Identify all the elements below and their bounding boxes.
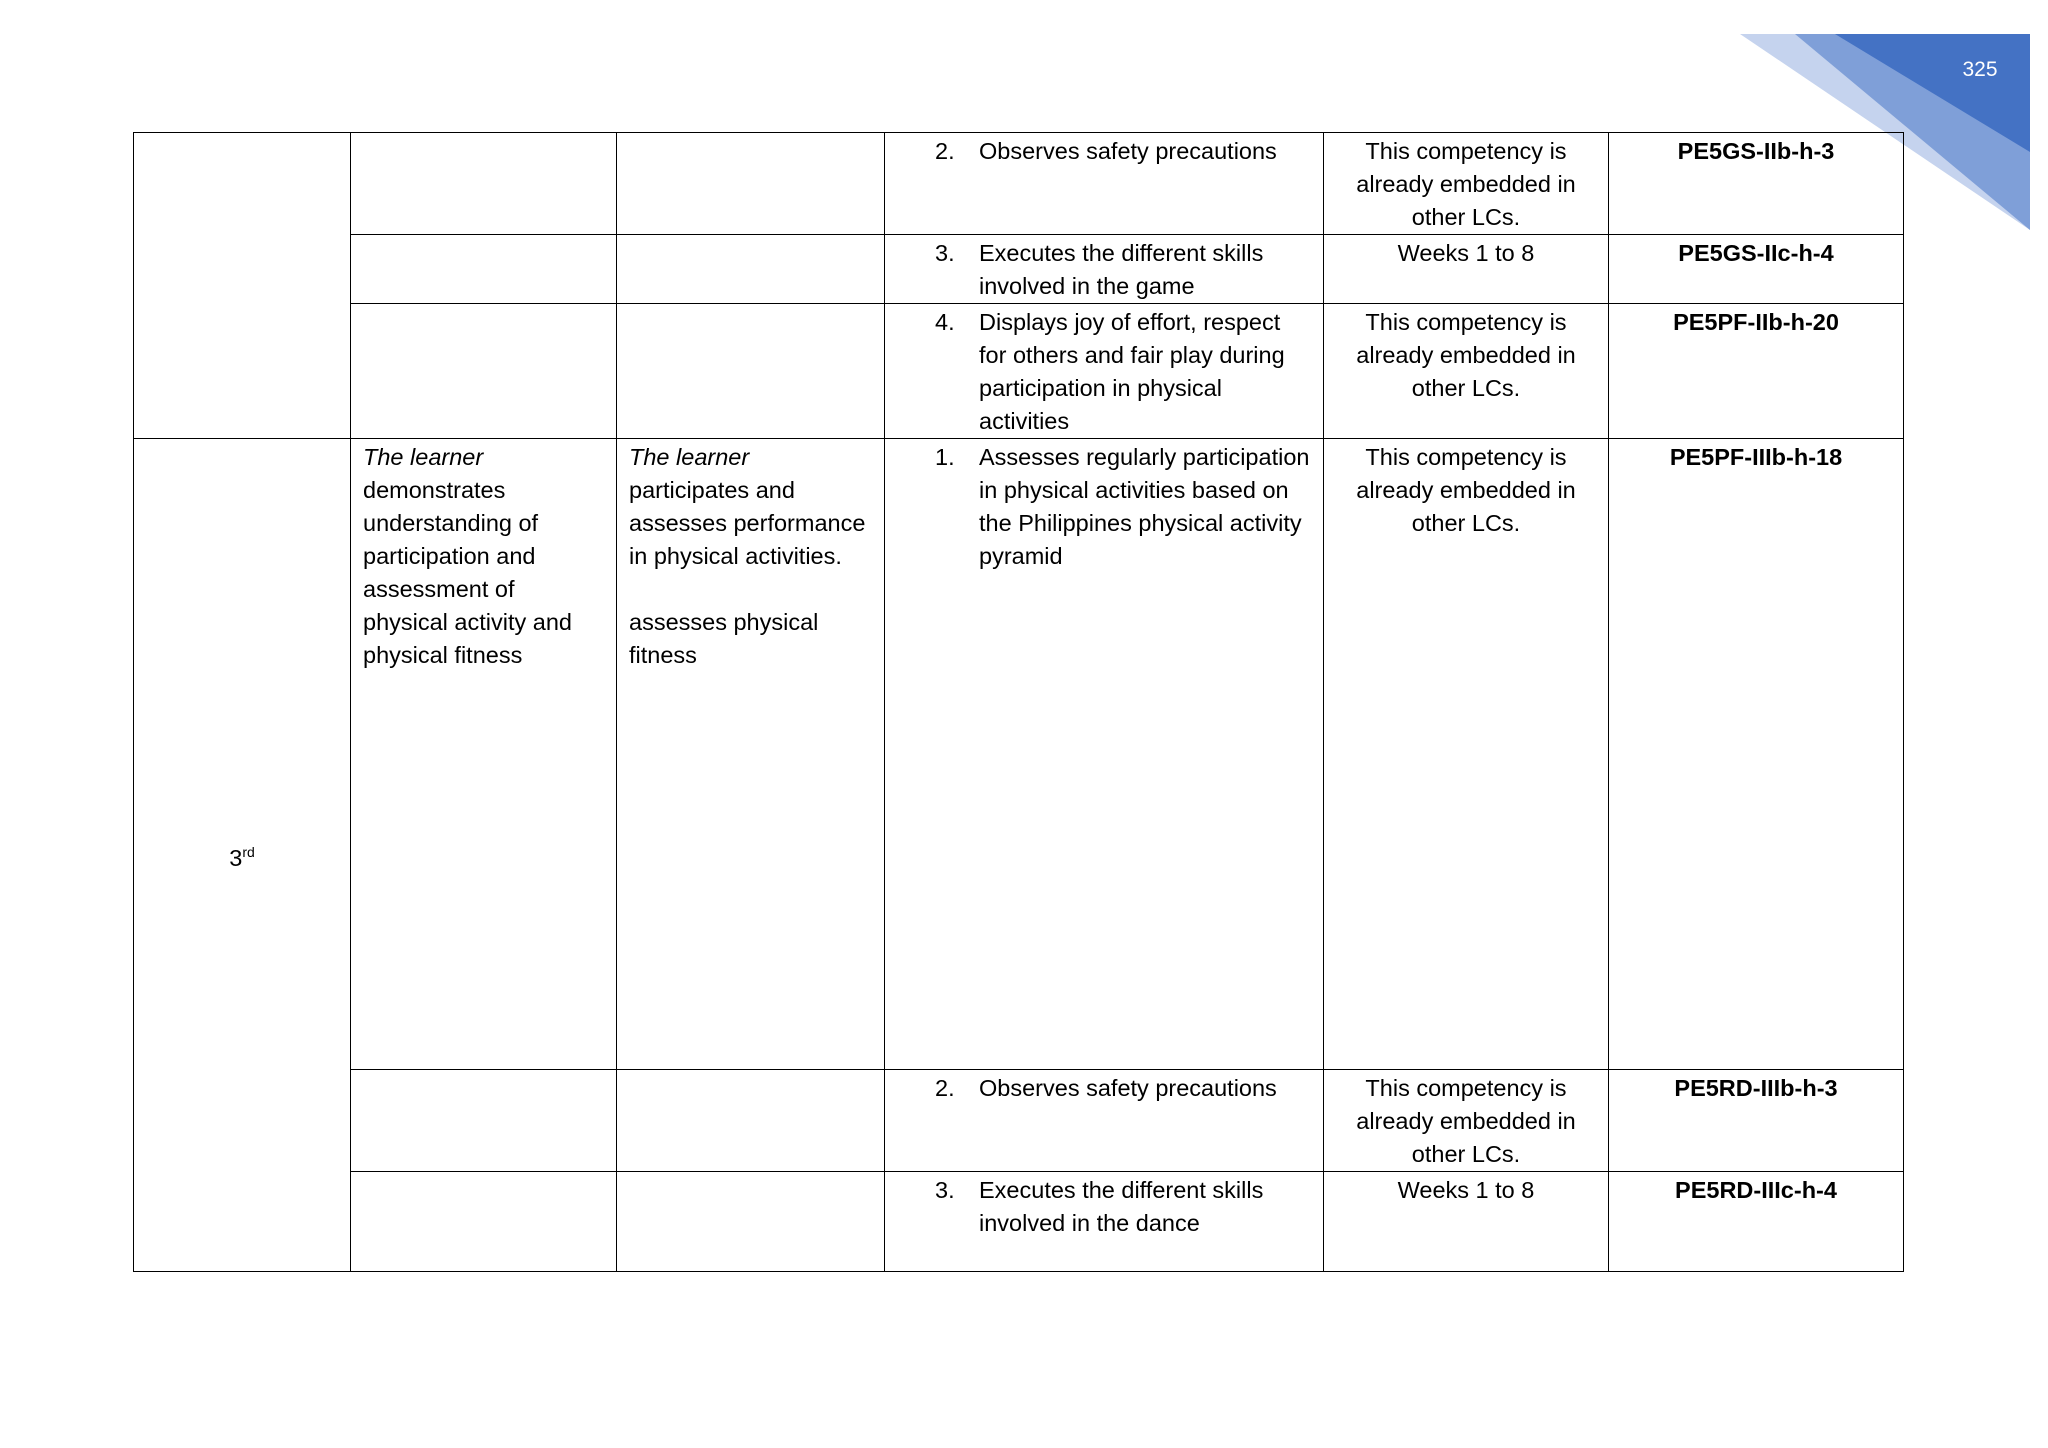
time-allotment-cell: Weeks 1 to 8 xyxy=(1324,235,1609,304)
time-allotment-cell: This competency is already embedded in other LCs. xyxy=(1324,1070,1609,1172)
content-standard-intro: The learner xyxy=(363,444,484,470)
competency-text: Displays joy of effort, respect for others and fair play during participation in physical activities xyxy=(979,309,1285,434)
performance-standard-cell xyxy=(617,133,885,235)
performance-standard-text: participates and assesses performance in physical activities. xyxy=(629,477,866,569)
quarter-suffix: rd xyxy=(242,843,255,860)
competency-cell xyxy=(885,235,1324,304)
content-standard-text: demonstrates understanding of participation and assessment of physical activity and physical fitness xyxy=(363,477,572,668)
competency-cell xyxy=(885,1172,1324,1272)
content-standard-cell xyxy=(351,439,617,1070)
competency-text: Executes the different skills involved in the game xyxy=(979,240,1264,299)
competency-text: Observes safety precautions xyxy=(979,1075,1277,1101)
competency-code: PE5PF-IIb-h-20 xyxy=(1609,304,1904,439)
page-number: 325 xyxy=(1962,58,1998,81)
quarter-cell xyxy=(134,439,351,1272)
content-standard-cell xyxy=(351,1070,617,1172)
competency-cell xyxy=(885,439,1324,1070)
competency-text: Observes safety precautions xyxy=(979,138,1277,164)
competency-text: Assesses regularly participation in physical activities based on the Philippines physical activity pyramid xyxy=(979,444,1310,569)
competency-number: 2. xyxy=(935,1075,955,1101)
competency-cell xyxy=(885,1070,1324,1172)
time-allotment-cell: This competency is already embedded in other LCs. xyxy=(1324,439,1609,1070)
time-allotment-cell: This competency is already embedded in other LCs. xyxy=(1324,133,1609,235)
table-row xyxy=(134,439,1904,1070)
content-standard-cell xyxy=(351,235,617,304)
table-row xyxy=(134,304,1904,439)
curriculum-table xyxy=(133,132,1904,1272)
competency-text: Executes the different skills involved in the dance xyxy=(979,1177,1264,1236)
competency-code: PE5RD-IIIc-h-4 xyxy=(1609,1172,1904,1272)
competency-number: 2. xyxy=(935,138,955,164)
quarter-label: 3 xyxy=(229,844,243,871)
competency-code: PE5PF-IIIb-h-18 xyxy=(1609,439,1904,1070)
content-standard-cell xyxy=(351,304,617,439)
quarter-cell-empty xyxy=(134,133,351,439)
competency-number: 1. xyxy=(935,444,955,470)
table-row xyxy=(134,235,1904,304)
competency-code: PE5GS-IIb-h-3 xyxy=(1609,133,1904,235)
competency-number: 3. xyxy=(935,1177,955,1203)
performance-standard-text-2: assesses physical fitness xyxy=(629,609,819,668)
performance-standard-cell xyxy=(617,304,885,439)
competency-code: PE5GS-IIc-h-4 xyxy=(1609,235,1904,304)
time-allotment-cell: Weeks 1 to 8 xyxy=(1324,1172,1609,1272)
competency-cell xyxy=(885,304,1324,439)
table-row xyxy=(134,1172,1904,1272)
performance-standard-cell xyxy=(617,1070,885,1172)
table-row xyxy=(134,133,1904,235)
time-allotment-cell: This competency is already embedded in other LCs. xyxy=(1324,304,1609,439)
content-standard-cell xyxy=(351,1172,617,1272)
performance-standard-intro: The learner xyxy=(629,444,750,470)
competency-code: PE5RD-IIIb-h-3 xyxy=(1609,1070,1904,1172)
competency-number: 4. xyxy=(935,309,955,335)
table-row xyxy=(134,1070,1904,1172)
performance-standard-cell xyxy=(617,439,885,1070)
spacer xyxy=(629,573,872,606)
competency-cell xyxy=(885,133,1324,235)
content-standard-cell xyxy=(351,133,617,235)
performance-standard-cell xyxy=(617,235,885,304)
performance-standard-cell xyxy=(617,1172,885,1272)
competency-number: 3. xyxy=(935,240,955,266)
